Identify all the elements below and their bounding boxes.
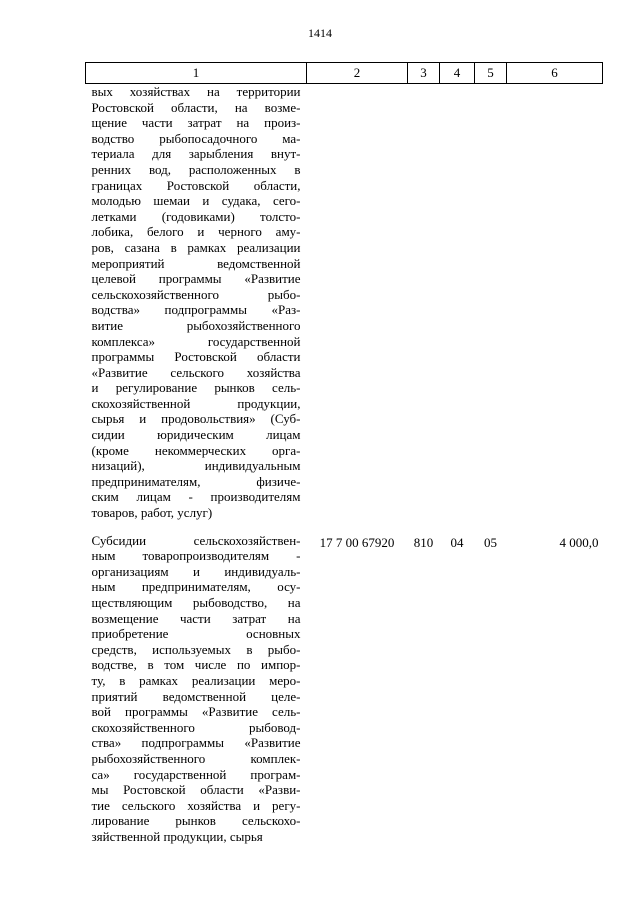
description-line: (кроме некоммерческих орга-: [91, 442, 301, 458]
description-line: витие рыбохозяйственного: [91, 317, 301, 333]
description-line: мероприятий ведомственной: [91, 255, 301, 271]
row-amount: 4 000,0: [559, 534, 599, 550]
row-description: [86, 84, 307, 521]
page-number: 1414: [308, 26, 332, 40]
description-line: лобика, белого и черного аму-: [91, 224, 301, 240]
description-line: ренних вод, расположенных в: [91, 161, 301, 177]
description-line: возмещение части затрат на: [91, 610, 301, 626]
description-line: тие сельского хозяйства и регу-: [91, 797, 301, 813]
table-header: [86, 63, 603, 84]
description-line: щение части затрат на произ-: [91, 115, 301, 131]
description-line: границах Ростовской области,: [91, 177, 301, 193]
description-line: лирование рынков сельскохо-: [91, 813, 301, 829]
description-line: молодью шемаи и судака, сего-: [91, 193, 301, 209]
row-col5: 05: [484, 534, 497, 550]
description-line: «Развитие сельского хозяйства: [91, 364, 301, 380]
row-description: [86, 533, 307, 845]
description-line: водства» подпрограммы «Раз-: [91, 302, 301, 318]
description-line: ным предпринимателям, осу-: [91, 579, 301, 595]
description-line: низаций), индивидуальным: [91, 458, 301, 474]
row-col4: 04: [450, 534, 464, 550]
column-header-3: 3: [408, 63, 440, 84]
description-line: целевой программы «Развитие: [91, 271, 301, 287]
description-line: сидии юридическим лицам: [91, 427, 301, 443]
description-line: са» государственной програм-: [91, 766, 301, 782]
description-line: товаров, работ, услуг): [91, 505, 213, 521]
description-line: приобретение основных: [91, 626, 301, 642]
column-header-1: 1: [86, 63, 307, 84]
description-line: скохозяйственного рыбовод-: [91, 719, 301, 735]
table-row: [86, 84, 603, 521]
row-amount: [507, 84, 603, 521]
column-header-6: 6: [507, 63, 603, 84]
row-col3: 810: [413, 534, 434, 550]
description-line: рыбохозяйственного комплек-: [91, 750, 301, 766]
column-header-4: 4: [440, 63, 475, 84]
description-line: организациям и индивидуаль-: [91, 563, 301, 579]
description-line: Ростовской области, на возме-: [91, 99, 301, 115]
description-line: средств, используемых в рыбо-: [91, 641, 301, 657]
description-line: предпринимателям, физиче-: [91, 473, 301, 489]
description-line: ров, сазана в рамках реализации: [91, 239, 301, 255]
description-line: скохозяйственной продукции,: [91, 395, 301, 411]
description-line: сырья и продовольствия» (Суб-: [91, 411, 301, 427]
description-line: комплекса» государственной: [91, 333, 301, 349]
column-header-2: 2: [307, 63, 408, 84]
column-header-5: 5: [475, 63, 507, 84]
description-line: ским лицам - производителям: [91, 489, 301, 505]
description-line: зяйственной продукции, сырья: [91, 828, 263, 844]
row-col3: [408, 84, 440, 521]
budget-table: [85, 62, 603, 845]
description-line: ным товаропроизводителям -: [91, 548, 301, 564]
description-line: ществляющим рыбоводство, на: [91, 595, 301, 610]
description-line: приятий ведомственной целе-: [91, 688, 301, 704]
row-col4: [440, 84, 475, 521]
description-line: и регулирование рынков сель-: [91, 380, 301, 396]
description-line: териала для зарыбления внут-: [91, 146, 301, 162]
description-line: вой программы «Развитие сель-: [91, 704, 301, 720]
description-line: ту, в рамках реализации меро-: [91, 672, 301, 688]
description-line: вых хозяйствах на территории: [91, 84, 301, 99]
description-line: Субсидии сельскохозяйствен-: [91, 532, 301, 548]
row-code: [307, 84, 408, 521]
description-text: [92, 84, 301, 521]
description-line: летками (годовиками) толсто-: [91, 208, 301, 224]
description-line: водство рыбопосадочного ма-: [91, 130, 301, 146]
description-line: водстве, в том числе по импор-: [91, 657, 301, 673]
description-line: программы Ростовской области: [91, 349, 301, 365]
description-line: ства» подпрограммы «Развитие: [91, 735, 301, 751]
description-text: [92, 533, 301, 845]
table-row: [86, 533, 603, 845]
row-code: 17 7 00 67920: [319, 534, 395, 550]
row-col5: [475, 84, 507, 521]
description-line: мы Ростовской области «Разви-: [91, 782, 301, 798]
description-line: сельскохозяйственного рыбо-: [91, 286, 301, 302]
